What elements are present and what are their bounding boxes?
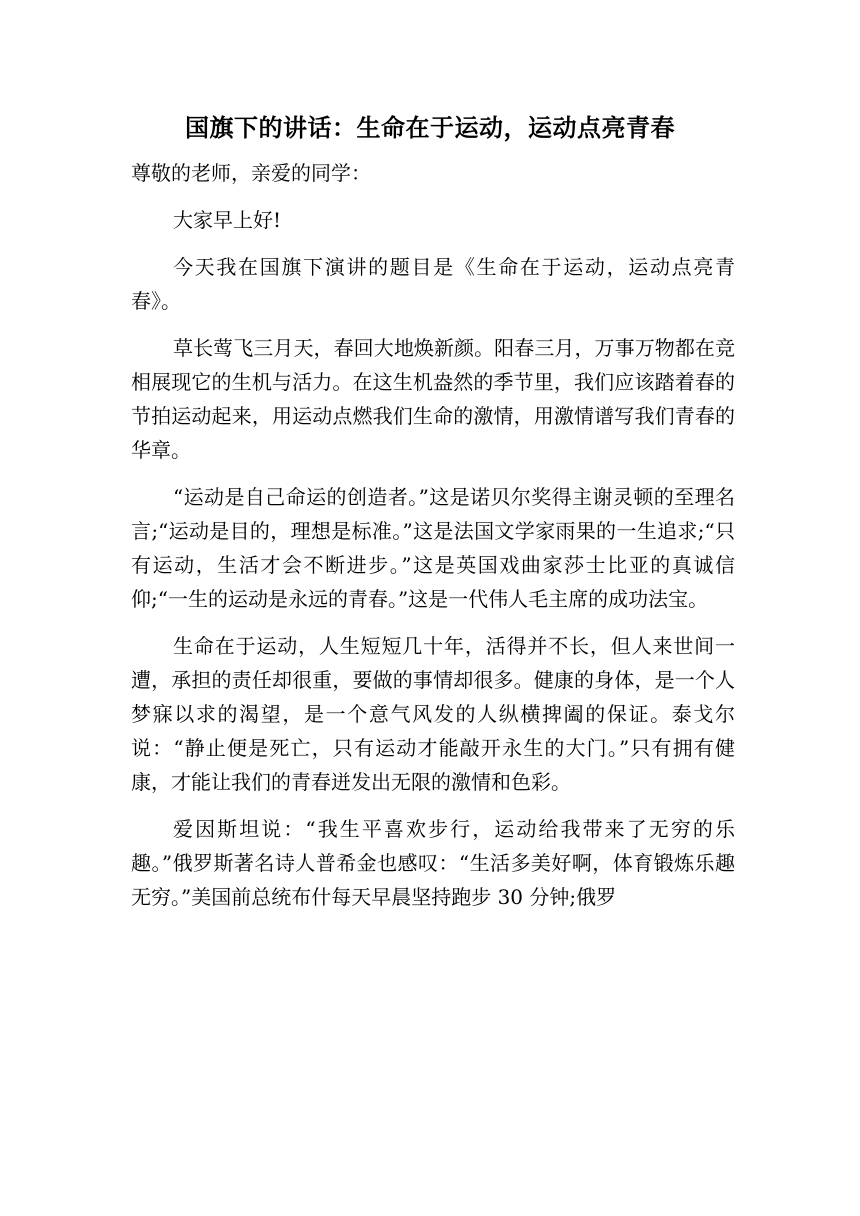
paragraph-quotes: “运动是自己命运的创造者。”这是诺贝尔奖得主谢灵顿的至理名言;“运动是目的，理想是标准。”这是法国文学家雨果的一生追求;“只有运动，生活才会不断进步。”这是英国戏曲家莎士比亚的真诚信仰;“一生的运动是永远的青春。”这是一代伟人毛主席的成功法宝。 — [131, 485, 735, 611]
salutation: 尊敬的老师，亲爱的同学： — [131, 161, 371, 185]
paragraph-famous-people: 爱因斯坦说：“我生平喜欢步行，运动给我带来了无穷的乐趣。”俄罗斯著名诗人普希金也感叹：“生活多美好啊，体育锻炼乐趣无穷。”美国前总统布什每天早晨坚持跑步 30 分钟;俄罗 — [131, 817, 735, 909]
paragraph-topic: 今天我在国旗下演讲的题目是《生命在于运动，运动点亮青春》。 — [131, 255, 735, 313]
paragraph-spring: 草长莺飞三月天，春回大地焕新颜。阳春三月，万事万物都在竞相展现它的生机与活力。在这生机盎然的季节里，我们应该踏着春的节拍运动起来，用运动点燃我们生命的激情，用激情谱写我们青春的华章。 — [131, 336, 735, 462]
paragraph-life-motion: 生命在于运动，人生短短几十年，活得并不长，但人来世间一遭，承担的责任却很重，要做的事情却很多。健康的身体，是一个人梦寐以求的渴望，是一个意气风发的人纵横捭阖的保证。泰戈尔说：“静止便是死亡，只有运动才能敲开永生的大门。”只有拥有健康，才能让我们的青春迸发出无限的激情和色彩。 — [131, 634, 735, 794]
document-title: 国旗下的讲话：生命在于运动，运动点亮青春 — [185, 113, 675, 142]
paragraph-greeting: 大家早上好! — [173, 208, 282, 232]
document-body — [131, 156, 735, 927]
